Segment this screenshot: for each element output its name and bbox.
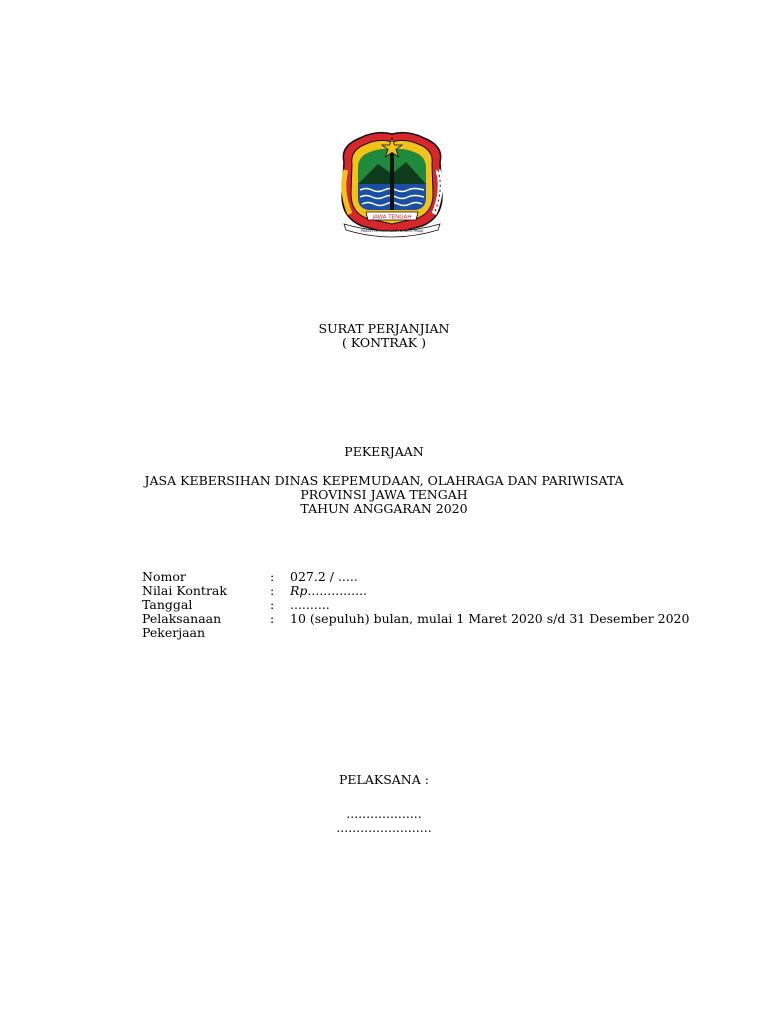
detail-label: Nilai Kontrak [142,583,227,598]
work-description-line3: TAHUN ANGGARAN 2020 [300,501,468,516]
detail-colon: : [270,597,275,612]
detail-label: Tanggal [142,597,193,612]
pelaksana-title-placeholder: ........................ [336,820,432,835]
work-heading: PEKERJAAN [344,444,424,459]
jawa-tengah-emblem-icon [330,126,454,238]
detail-value: 10 (sepuluh) bulan, mulai 1 Maret 2020 s/d 31 Desember 2020 [290,611,690,626]
pelaksana-label: PELAKSANA : [339,772,429,787]
detail-colon: : [270,583,275,598]
detail-row-tanggal [142,598,690,612]
detail-value: .......... [290,597,330,612]
svg-text:JAWA TENGAH: JAWA TENGAH [372,214,412,221]
work-description-line2: PROVINSI JAWA TENGAH [300,487,468,502]
detail-label: Nomor [142,569,186,584]
detail-colon: : [270,569,275,584]
contract-title: SURAT PERJANJIAN [318,321,450,336]
contract-subtitle: ( KONTRAK ) [341,335,426,350]
pelaksana-name-placeholder: ................... [346,806,422,821]
detail-row-nomor [142,570,690,584]
detail-row-nilai-kontrak [142,584,690,598]
work-description-line1: JASA KEBERSIHAN DINAS KEPEMUDAAN, OLAHRAGA DAN PARIWISATA [144,473,624,488]
detail-label: Pelaksanaan Pekerjaan [142,611,222,640]
detail-colon: : [270,611,275,626]
contract-details [142,570,690,640]
svg-text:PRASETYA ULAH SAKTI BHAKTI PRA: PRASETYA ULAH SAKTI BHAKTI PRAJA [360,229,424,233]
detail-row-pelaksanaan [142,612,690,640]
detail-value: Rp............... [290,583,368,598]
detail-value: 027.2 / ..... [290,569,358,584]
